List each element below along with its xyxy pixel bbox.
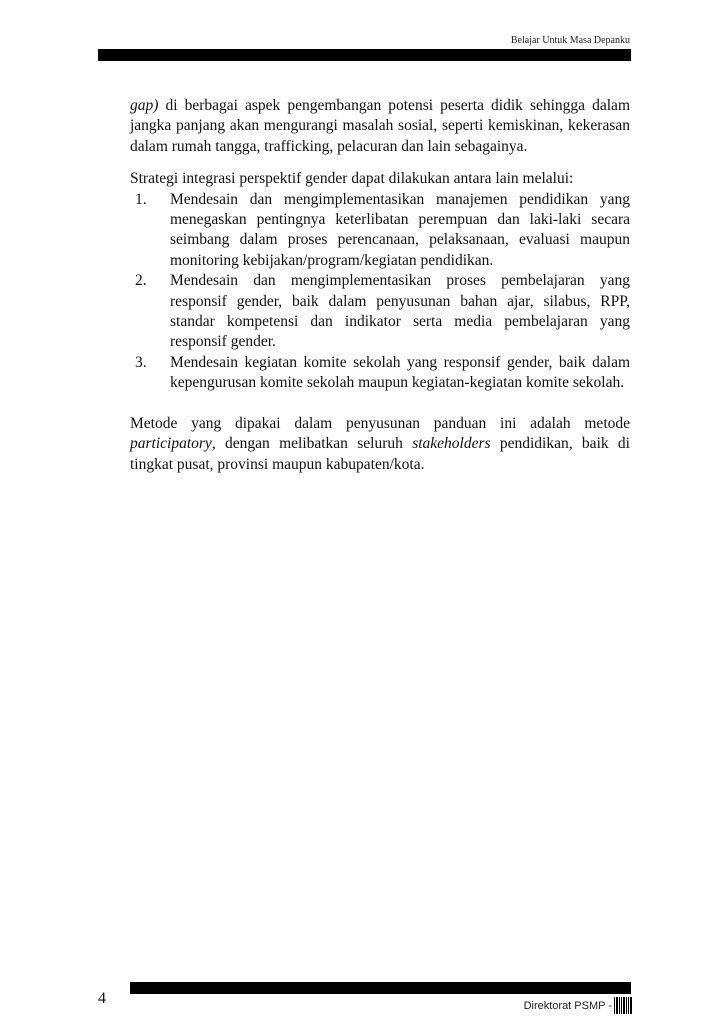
list-item-text: Mendesain kegiatan komite sekolah yang responsif gender, baik dalam kepengurusan komite sekolah maupun kegiatan-kegiatan komite sekolah. — [170, 353, 630, 392]
footer-label: Direktorat PSMP - — [523, 1000, 612, 1012]
list-item-text: Mendesain dan mengimplementasikan proses pembelajaran yang responsif gender, baik dalam penyusunan bahan ajar, silabus, RPP, standar kompetensi dan indikator serta media pembelajaran yang responsif gender. — [170, 272, 630, 351]
footer-rule — [130, 982, 631, 994]
list-item-number: 2. — [135, 272, 147, 290]
list-item-number: 1. — [135, 190, 147, 208]
method-italic-stakeholders: stakeholders — [412, 435, 491, 453]
method-paragraph — [130, 414, 630, 475]
list-item — [130, 353, 630, 394]
continued-lead-italic: gap) — [130, 97, 159, 114]
method-text-1: Metode yang dipakai dalam penyusunan panduan ini adalah metode — [130, 414, 630, 432]
list-item-number: 3. — [135, 353, 147, 371]
strategy-list — [130, 190, 630, 394]
page-body — [130, 96, 630, 475]
barcode-icon — [614, 997, 632, 1014]
continued-paragraph — [130, 96, 630, 157]
method-text-2: , dengan melibatkan seluruh — [211, 435, 413, 453]
running-header-title: Belajar Untuk Masa Depanku — [510, 35, 630, 46]
list-item — [130, 190, 630, 272]
page-number: 4 — [98, 990, 106, 1007]
strategy-intro: Strategi integrasi perspektif gender dapat dilakukan antara lain melalui: — [130, 170, 574, 188]
method-italic-participatory: participatory — [130, 435, 212, 453]
continued-paragraph-text: di berbagai aspek pengembangan potensi peserta didik sehingga dalam jangka panjang akan mengurangi masalah sosial, seperti kemiskinan, kekerasan dalam rumah tangga, trafficking, pelacuran dan lain sebagainya. — [130, 97, 630, 155]
list-item — [130, 271, 630, 353]
list-item-text: Mendesain dan mengimplementasikan manajemen pendidikan yang menegaskan pentingnya keterlibatan perempuan dan laki-laki secara seimbang dalam proses perencanaan, pelaksanaan, evaluasi maupun monitoring kebijakan/program/kegiatan pendidikan. — [170, 190, 630, 269]
header-rule — [98, 49, 631, 61]
method-text-3: pendidikan, baik di tingkat pusat, provinsi maupun kabupaten/kota. — [130, 435, 630, 473]
